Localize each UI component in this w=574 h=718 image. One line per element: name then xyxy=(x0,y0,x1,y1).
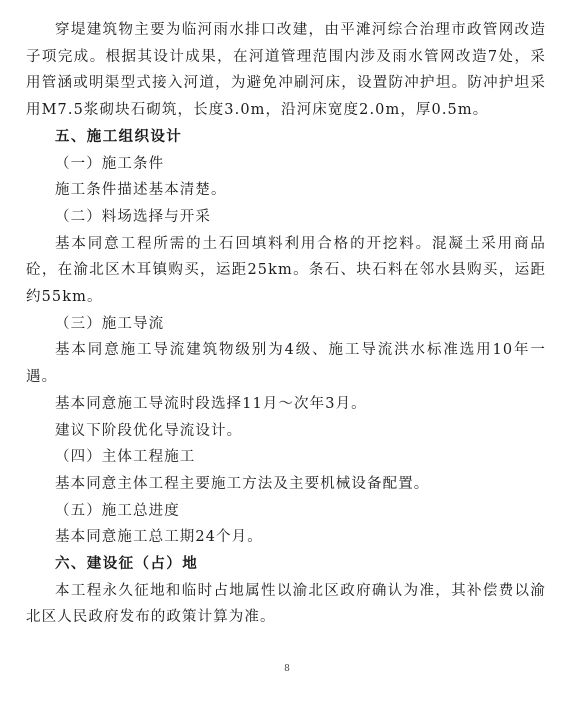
subheading-construction-conditions: （一）施工条件 xyxy=(55,155,165,172)
document-body xyxy=(26,17,546,631)
subheading-diversion: （三）施工导流 xyxy=(55,315,165,332)
subheading-material-sources: （二）料场选择与开采 xyxy=(55,208,211,225)
paragraph-construction-conditions: 施工条件描述基本清楚。 xyxy=(55,182,227,199)
paragraph-crossing-structures: 穿堤建筑物主要为临河雨水排口改建，由平滩河综合治理市政管网改造子项完成。根据其设计成果，在河道管理范围内涉及雨水管网改造7处，采用管涵或明渠型式接入河道，为避免冲刷河床，设置防冲护坦。防冲护坦采用M7.5浆砌块石砌筑，长度3.0m，沿河床宽度2.0m，厚0.5m。 xyxy=(26,22,546,119)
paragraph-diversion-suggestion: 建议下阶段优化导流设计。 xyxy=(55,422,243,439)
page-number: 8 xyxy=(284,664,290,674)
paragraph-diversion-standard: 基本同意施工导流建筑物级别为4级、施工导流洪水标准选用10年一遇。 xyxy=(26,342,546,386)
subheading-main-works: （四）主体工程施工 xyxy=(55,449,196,466)
paragraph-diversion-period: 基本同意施工导流时段选择11月～次年3月。 xyxy=(55,395,367,412)
section-heading-land-acquisition: 六、建设征（占）地 xyxy=(55,556,199,573)
section-heading-construction-design: 五、施工组织设计 xyxy=(55,128,183,145)
paragraph-land-acquisition: 本工程永久征地和临时占地属性以渝北区政府确认为准，其补偿费以渝北区人民政府发布的政策计算为准。 xyxy=(26,582,546,626)
paragraph-main-works: 基本同意主体工程主要施工方法及主要机械设备配置。 xyxy=(55,475,430,492)
subheading-schedule: （五）施工总进度 xyxy=(55,502,180,519)
paragraph-material-sources: 基本同意工程所需的土石回填料利用合格的开挖料。混凝土采用商品砼，在渝北区木耳镇购买，运距25km。条石、块石料在邻水县购买，运距约55km。 xyxy=(26,235,546,306)
paragraph-schedule: 基本同意施工总工期24个月。 xyxy=(55,529,263,546)
